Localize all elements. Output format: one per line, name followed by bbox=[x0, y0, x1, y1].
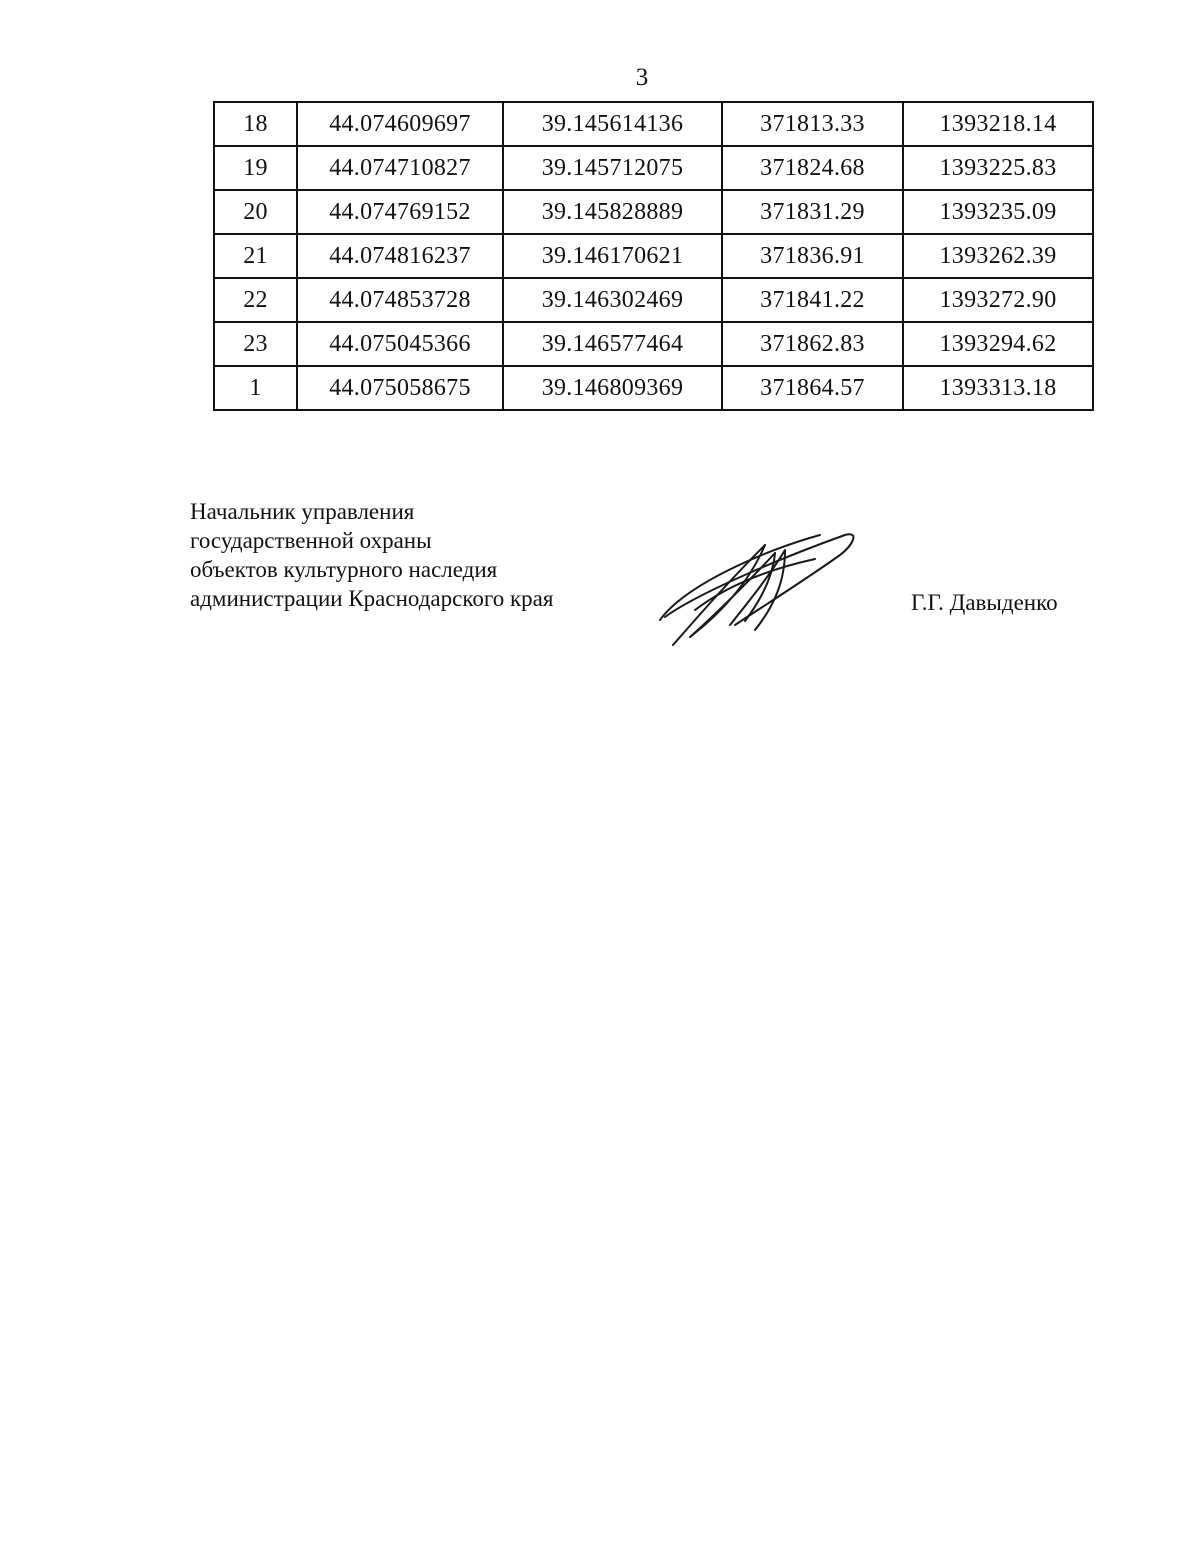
y-coordinate-cell: 1393272.90 bbox=[903, 278, 1093, 322]
point-number-cell: 21 bbox=[214, 234, 297, 278]
longitude-cell: 39.146809369 bbox=[503, 366, 722, 410]
latitude-cell: 44.074816237 bbox=[297, 234, 503, 278]
longitude-cell: 39.145614136 bbox=[503, 102, 722, 146]
longitude-cell: 39.145712075 bbox=[503, 146, 722, 190]
signatory-position bbox=[190, 497, 553, 613]
x-coordinate-cell: 371831.29 bbox=[722, 190, 903, 234]
x-coordinate-cell: 371862.83 bbox=[722, 322, 903, 366]
point-number-cell: 22 bbox=[214, 278, 297, 322]
x-coordinate-cell: 371824.68 bbox=[722, 146, 903, 190]
longitude-cell: 39.146577464 bbox=[503, 322, 722, 366]
position-line: Начальник управления bbox=[190, 499, 415, 524]
latitude-cell: 44.074769152 bbox=[297, 190, 503, 234]
y-coordinate-cell: 1393313.18 bbox=[903, 366, 1093, 410]
table-row bbox=[214, 102, 1093, 146]
y-coordinate-cell: 1393218.14 bbox=[903, 102, 1093, 146]
latitude-cell: 44.075045366 bbox=[297, 322, 503, 366]
point-number-cell: 18 bbox=[214, 102, 297, 146]
table-row bbox=[214, 366, 1093, 410]
y-coordinate-cell: 1393262.39 bbox=[903, 234, 1093, 278]
x-coordinate-cell: 371864.57 bbox=[722, 366, 903, 410]
table-row bbox=[214, 322, 1093, 366]
point-number-cell: 23 bbox=[214, 322, 297, 366]
latitude-cell: 44.074853728 bbox=[297, 278, 503, 322]
table-row bbox=[214, 234, 1093, 278]
signer-name: Г.Г. Давыденко bbox=[911, 590, 1058, 615]
longitude-cell: 39.145828889 bbox=[503, 190, 722, 234]
latitude-cell: 44.075058675 bbox=[297, 366, 503, 410]
longitude-cell: 39.146170621 bbox=[503, 234, 722, 278]
latitude-cell: 44.074710827 bbox=[297, 146, 503, 190]
longitude-cell: 39.146302469 bbox=[503, 278, 722, 322]
table-row bbox=[214, 278, 1093, 322]
table-row bbox=[214, 146, 1093, 190]
latitude-cell: 44.074609697 bbox=[297, 102, 503, 146]
position-line: администрации Краснодарского края bbox=[190, 586, 554, 611]
point-number-cell: 19 bbox=[214, 146, 297, 190]
x-coordinate-cell: 371813.33 bbox=[722, 102, 903, 146]
coordinates-table bbox=[213, 101, 1094, 411]
position-line: государственной охраны bbox=[190, 528, 432, 553]
point-number-cell: 20 bbox=[214, 190, 297, 234]
position-line: объектов культурного наследия bbox=[190, 557, 498, 582]
point-number-cell: 1 bbox=[214, 366, 297, 410]
handwritten-signature-icon bbox=[655, 525, 860, 650]
y-coordinate-cell: 1393225.83 bbox=[903, 146, 1093, 190]
x-coordinate-cell: 371841.22 bbox=[722, 278, 903, 322]
y-coordinate-cell: 1393294.62 bbox=[903, 322, 1093, 366]
table-row bbox=[214, 190, 1093, 234]
page-number: 3 bbox=[635, 64, 649, 91]
x-coordinate-cell: 371836.91 bbox=[722, 234, 903, 278]
y-coordinate-cell: 1393235.09 bbox=[903, 190, 1093, 234]
